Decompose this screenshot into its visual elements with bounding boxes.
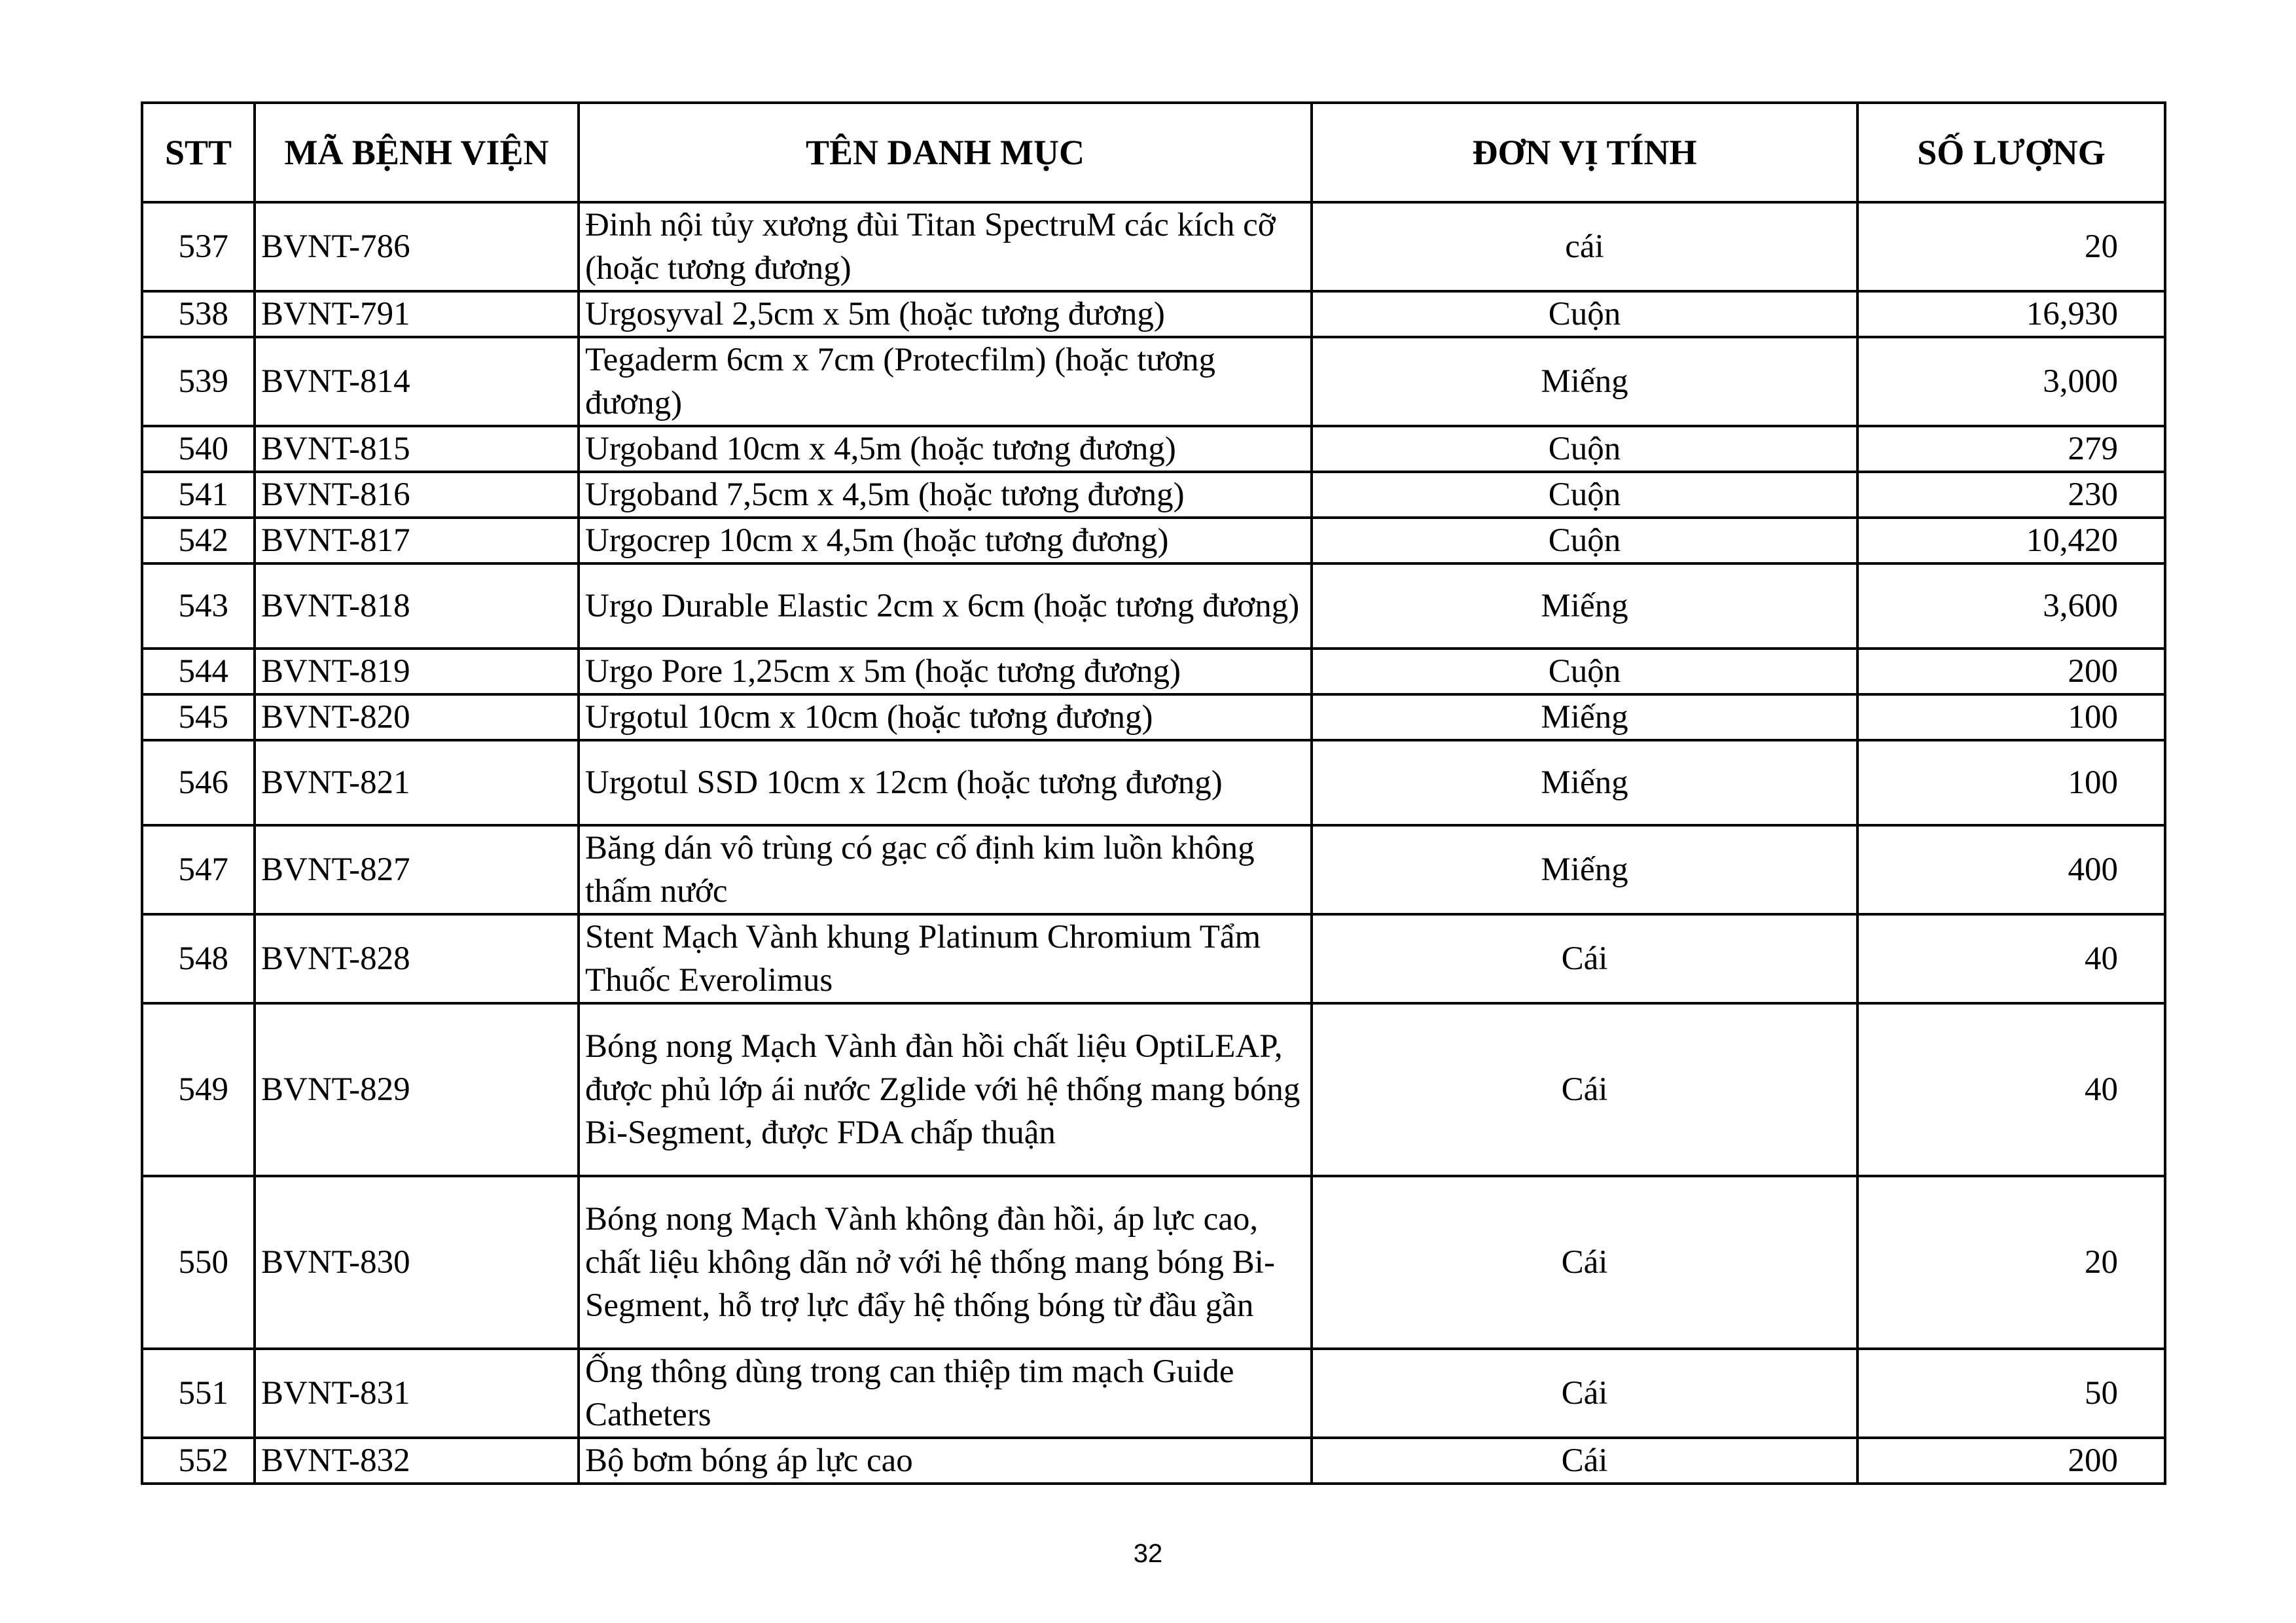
- cell-stt: 551: [142, 1349, 255, 1438]
- cell-stt: 552: [142, 1438, 255, 1484]
- table-header-row: [142, 103, 2165, 202]
- cell-sl: 40: [1857, 1003, 2165, 1176]
- cell-ten: Ống thông dùng trong can thiệp tim mạch Guide Catheters: [579, 1349, 1312, 1438]
- cell-ma: BVNT-828: [255, 914, 579, 1003]
- cell-dvt: Cái: [1312, 1349, 1857, 1438]
- cell-ten: Stent Mạch Vành khung Platinum Chromium Tẩm Thuốc Everolimus: [579, 914, 1312, 1003]
- cell-sl: 100: [1857, 740, 2165, 825]
- table-row: [142, 337, 2165, 426]
- cell-dvt: Miếng: [1312, 563, 1857, 649]
- cell-ma: BVNT-791: [255, 291, 579, 337]
- cell-ma: BVNT-817: [255, 518, 579, 563]
- cell-sl: 100: [1857, 694, 2165, 740]
- cell-sl: 20: [1857, 202, 2165, 291]
- cell-ma: BVNT-815: [255, 426, 579, 472]
- cell-dvt: Miếng: [1312, 694, 1857, 740]
- cell-sl: 400: [1857, 825, 2165, 914]
- cell-ten: Urgoband 7,5cm x 4,5m (hoặc tương đương): [579, 472, 1312, 518]
- cell-ten: Bóng nong Mạch Vành đàn hồi chất liệu OptiLEAP, được phủ lớp ái nước Zglide với hệ thống mang bóng Bi-Segment, được FDA chấp thuận: [579, 1003, 1312, 1176]
- cell-stt: 539: [142, 337, 255, 426]
- cell-sl: 3,600: [1857, 563, 2165, 649]
- cell-dvt: Cái: [1312, 1003, 1857, 1176]
- cell-sl: 16,930: [1857, 291, 2165, 337]
- cell-dvt: Miếng: [1312, 825, 1857, 914]
- table-row: [142, 472, 2165, 518]
- cell-ten: Urgo Durable Elastic 2cm x 6cm (hoặc tương đương): [579, 563, 1312, 649]
- cell-ma: BVNT-831: [255, 1349, 579, 1438]
- cell-stt: 545: [142, 694, 255, 740]
- cell-stt: 549: [142, 1003, 255, 1176]
- cell-ma: BVNT-819: [255, 649, 579, 694]
- table-row: [142, 426, 2165, 472]
- cell-ma: BVNT-832: [255, 1438, 579, 1484]
- cell-dvt: cái: [1312, 202, 1857, 291]
- table-row: [142, 291, 2165, 337]
- table-row: [142, 1003, 2165, 1176]
- cell-sl: 50: [1857, 1349, 2165, 1438]
- cell-dvt: Cái: [1312, 1176, 1857, 1349]
- cell-sl: 10,420: [1857, 518, 2165, 563]
- cell-ma: BVNT-816: [255, 472, 579, 518]
- cell-ten: Bóng nong Mạch Vành không đàn hồi, áp lực cao, chất liệu không dãn nở với hệ thống mang bóng Bi-Segment, hỗ trợ lực đẩy hệ thống bóng từ đầu gần: [579, 1176, 1312, 1349]
- table-row: [142, 202, 2165, 291]
- cell-sl: 200: [1857, 649, 2165, 694]
- table-row: [142, 563, 2165, 649]
- cell-sl: 3,000: [1857, 337, 2165, 426]
- cell-sl: 200: [1857, 1438, 2165, 1484]
- cell-dvt: Cuộn: [1312, 426, 1857, 472]
- header-don-vi-tinh: ĐƠN VỊ TÍNH: [1312, 103, 1857, 202]
- table-row: [142, 740, 2165, 825]
- cell-ten: Urgoband 10cm x 4,5m (hoặc tương đương): [579, 426, 1312, 472]
- cell-ten: Urgotul SSD 10cm x 12cm (hoặc tương đương): [579, 740, 1312, 825]
- cell-stt: 537: [142, 202, 255, 291]
- cell-stt: 550: [142, 1176, 255, 1349]
- cell-sl: 40: [1857, 914, 2165, 1003]
- cell-stt: 547: [142, 825, 255, 914]
- header-so-luong: SỐ LƯỢNG: [1857, 103, 2165, 202]
- header-stt: STT: [142, 103, 255, 202]
- cell-dvt: Cái: [1312, 1438, 1857, 1484]
- cell-ma: BVNT-786: [255, 202, 579, 291]
- cell-ten: Urgo Pore 1,25cm x 5m (hoặc tương đương): [579, 649, 1312, 694]
- cell-stt: 543: [142, 563, 255, 649]
- cell-ten: Urgotul 10cm x 10cm (hoặc tương đương): [579, 694, 1312, 740]
- header-ten-danh-muc: TÊN DANH MỤC: [579, 103, 1312, 202]
- cell-stt: 538: [142, 291, 255, 337]
- table-row: [142, 518, 2165, 563]
- cell-sl: 20: [1857, 1176, 2165, 1349]
- cell-dvt: Cuộn: [1312, 291, 1857, 337]
- cell-ma: BVNT-830: [255, 1176, 579, 1349]
- cell-stt: 541: [142, 472, 255, 518]
- cell-ma: BVNT-829: [255, 1003, 579, 1176]
- cell-stt: 546: [142, 740, 255, 825]
- cell-ten: Urgocrep 10cm x 4,5m (hoặc tương đương): [579, 518, 1312, 563]
- cell-ten: Băng dán vô trùng có gạc cố định kim luồn không thấm nước: [579, 825, 1312, 914]
- table-row: [142, 649, 2165, 694]
- table-row: [142, 1438, 2165, 1484]
- cell-ma: BVNT-827: [255, 825, 579, 914]
- header-ma-benh-vien: MÃ BỆNH VIỆN: [255, 103, 579, 202]
- cell-dvt: Cuộn: [1312, 649, 1857, 694]
- cell-ten: Bộ bơm bóng áp lực cao: [579, 1438, 1312, 1484]
- cell-ma: BVNT-818: [255, 563, 579, 649]
- page-number: 32: [1133, 1539, 1163, 1568]
- table-row: [142, 1176, 2165, 1349]
- items-table: [141, 101, 2166, 1485]
- cell-stt: 548: [142, 914, 255, 1003]
- cell-ten: Tegaderm 6cm x 7cm (Protecfilm) (hoặc tương đương): [579, 337, 1312, 426]
- table-row: [142, 914, 2165, 1003]
- cell-sl: 230: [1857, 472, 2165, 518]
- cell-ma: BVNT-820: [255, 694, 579, 740]
- cell-dvt: Cuộn: [1312, 472, 1857, 518]
- cell-dvt: Miếng: [1312, 337, 1857, 426]
- cell-ma: BVNT-814: [255, 337, 579, 426]
- cell-stt: 542: [142, 518, 255, 563]
- table-row: [142, 694, 2165, 740]
- cell-dvt: Cái: [1312, 914, 1857, 1003]
- cell-dvt: Miếng: [1312, 740, 1857, 825]
- table-row: [142, 1349, 2165, 1438]
- cell-ma: BVNT-821: [255, 740, 579, 825]
- cell-stt: 544: [142, 649, 255, 694]
- cell-dvt: Cuộn: [1312, 518, 1857, 563]
- cell-ten: Đinh nội tủy xương đùi Titan SpectruM các kích cỡ (hoặc tương đương): [579, 202, 1312, 291]
- cell-ten: Urgosyval 2,5cm x 5m (hoặc tương đương): [579, 291, 1312, 337]
- cell-stt: 540: [142, 426, 255, 472]
- table-row: [142, 825, 2165, 914]
- cell-sl: 279: [1857, 426, 2165, 472]
